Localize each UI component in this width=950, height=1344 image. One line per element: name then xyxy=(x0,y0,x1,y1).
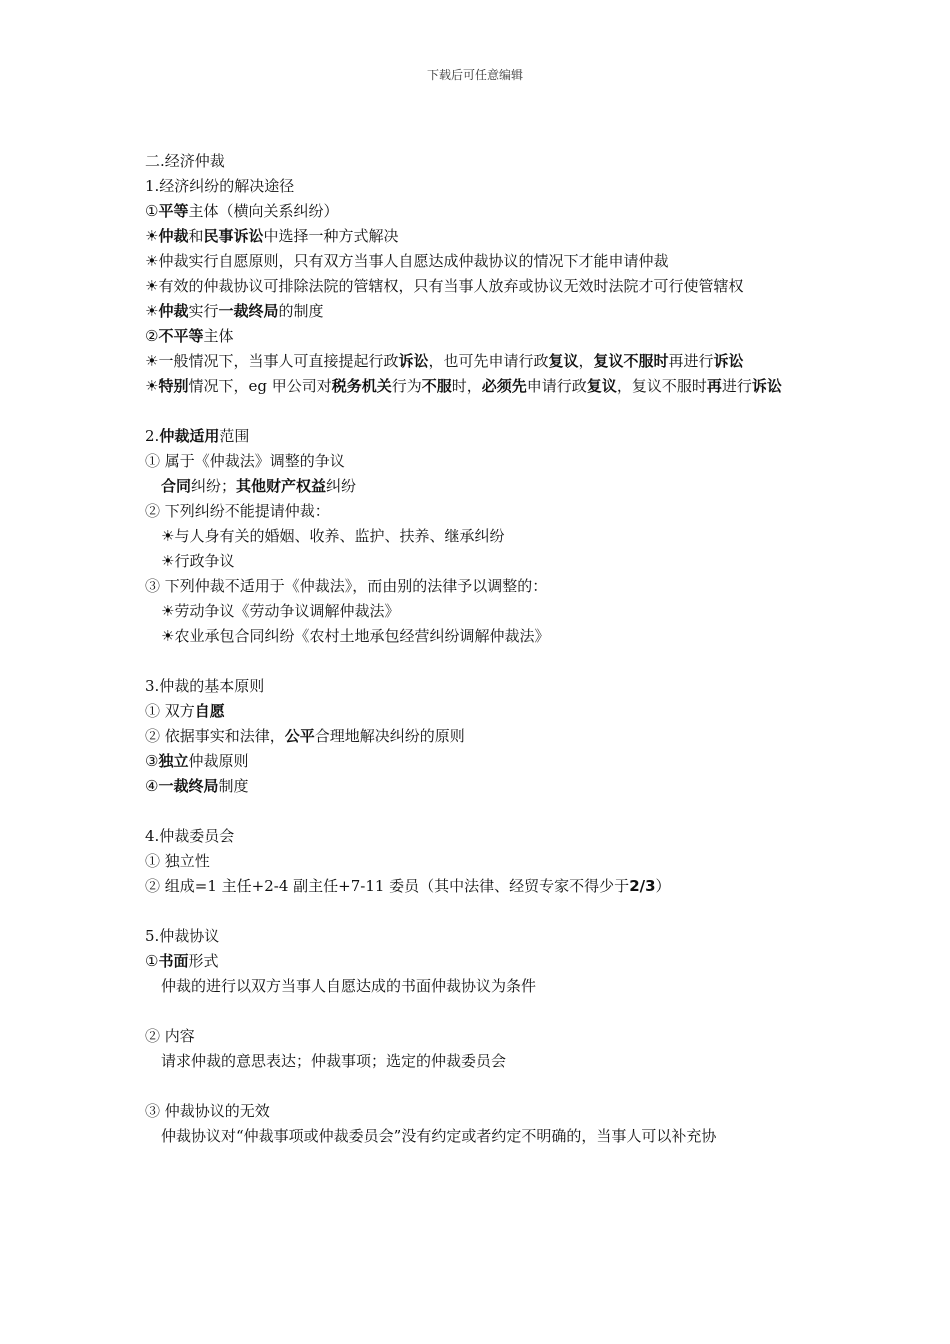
subsection-heading: 5.仲裁协议 xyxy=(145,927,220,945)
list-item: ①平等主体（横向关系纠纷） xyxy=(145,202,339,220)
list-item: ④一裁终局制度 xyxy=(145,777,249,795)
spacer xyxy=(145,399,815,424)
list-item: ②不平等主体 xyxy=(145,327,234,345)
list-item: ② 下列纠纷不能提请仲裁： xyxy=(145,502,330,520)
list-item: ☀与人身有关的婚姻、收养、监护、扶养、继承纠纷 xyxy=(161,527,505,545)
spacer xyxy=(145,899,815,924)
list-item: ☀仲裁和民事诉讼中选择一种方式解决 xyxy=(145,227,399,245)
list-item: ☀特别情况下，eg 甲公司对税务机关行为不服时，必须先申请行政复议，复议不服时再进行诉讼 xyxy=(145,377,782,395)
list-item: ② 依据事实和法律，公平合理地解决纠纷的原则 xyxy=(145,727,465,745)
list-item: ② 组成=1 主任+2-4 副主任+7-11 委员（其中法律、经贸专家不得少于2/3） xyxy=(145,877,671,895)
spacer xyxy=(145,799,815,824)
list-item: ☀一般情况下，当事人可直接提起行政诉讼，也可先申请行政复议，复议不服时再进行诉讼 xyxy=(145,352,744,370)
list-item: ①书面形式 xyxy=(145,952,219,970)
list-item: ☀行政争议 xyxy=(161,552,235,570)
list-item: ☀劳动争议《劳动争议调解仲裁法》 xyxy=(161,602,400,620)
list-item: 仲裁协议对“仲裁事项或仲裁委员会”没有约定或者约定不明确的，当事人可以补充协 xyxy=(161,1127,717,1145)
page-header: 下载后可任意编辑 xyxy=(426,68,523,82)
list-item: ☀有效的仲裁协议可排除法院的管辖权，只有当事人放弃或协议无效时法院才可行使管辖权 xyxy=(145,277,744,295)
list-item: ① 双方自愿 xyxy=(145,702,225,720)
list-item: ☀仲裁实行一裁终局的制度 xyxy=(145,302,324,320)
section-title: 二.经济仲裁 xyxy=(145,152,225,170)
list-item: 合同纠纷；其他财产权益纠纷 xyxy=(161,477,357,495)
list-item: ① 独立性 xyxy=(145,852,210,870)
list-item: ③ 仲裁协议的无效 xyxy=(145,1102,270,1120)
document-body xyxy=(145,149,815,1149)
list-item: ① 属于《仲裁法》调整的争议 xyxy=(145,452,345,470)
spacer xyxy=(145,999,815,1024)
list-item: ③ 下列仲裁不适用于《仲裁法》，而由别的法律予以调整的： xyxy=(145,577,548,595)
spacer xyxy=(145,1074,815,1099)
subsection-heading: 2.仲裁适用范围 xyxy=(145,427,250,445)
list-item: ③独立仲裁原则 xyxy=(145,752,249,770)
subsection-heading: 3.仲裁的基本原则 xyxy=(145,677,265,695)
list-item: 仲裁的进行以双方当事人自愿达成的书面仲裁协议为条件 xyxy=(161,977,537,995)
subsection-heading: 4.仲裁委员会 xyxy=(145,827,235,845)
list-item: 请求仲裁的意思表达；仲裁事项；选定的仲裁委员会 xyxy=(161,1052,507,1070)
spacer xyxy=(145,649,815,674)
list-item: ☀农业承包合同纠纷《农村土地承包经营纠纷调解仲裁法》 xyxy=(161,627,550,645)
list-item: ☀仲裁实行自愿原则，只有双方当事人自愿达成仲裁协议的情况下才能申请仲裁 xyxy=(145,252,669,270)
list-item: ② 内容 xyxy=(145,1027,195,1045)
subsection-heading: 1.经济纠纷的解决途径 xyxy=(145,177,295,195)
